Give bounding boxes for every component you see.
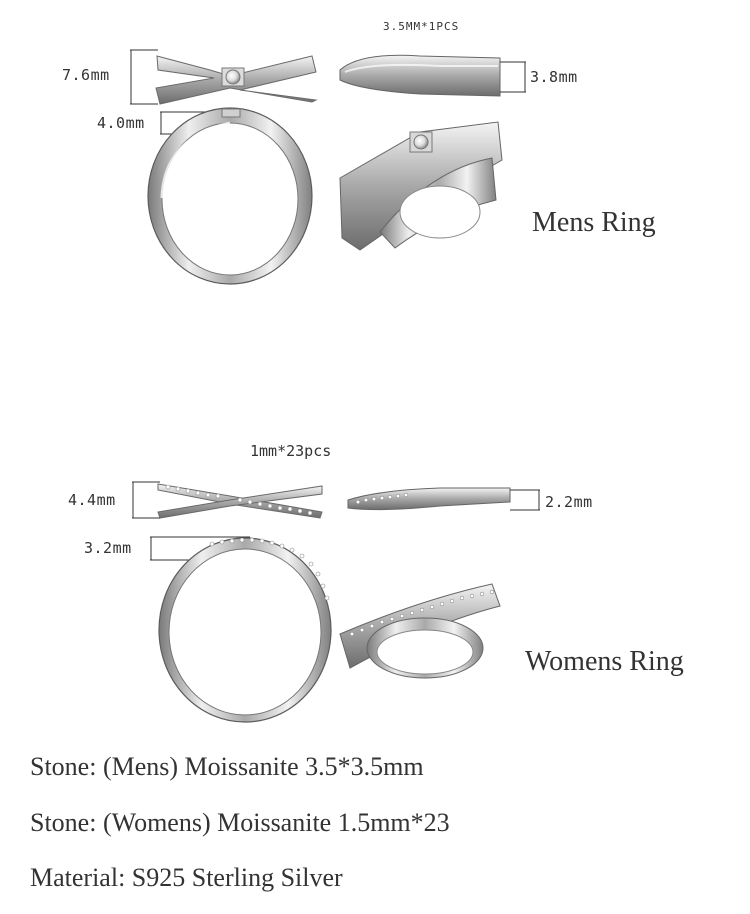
mens-stone-note: 3.5MM*1PCS [383, 20, 460, 33]
spec-material: Material: S925 Sterling Silver [30, 863, 343, 892]
womens-stone-note: 1mm*23pcs [250, 442, 332, 460]
womens-width-label: 4.4mm [68, 491, 116, 509]
mens-side-view [340, 55, 500, 96]
mens-perspective-view [340, 122, 502, 250]
womens-height-label: 3.2mm [84, 539, 132, 557]
mens-front-view [148, 108, 312, 284]
womens-front-view [159, 538, 331, 722]
mens-thickness-bracket [500, 62, 526, 92]
spec-womens-stone: Stone: (Womens) Moissanite 1.5mm*23 [30, 808, 450, 837]
mens-height-label: 4.0mm [97, 114, 145, 132]
womens-caption: Womens Ring [525, 646, 684, 677]
womens-side-view [348, 488, 510, 510]
mens-width-label: 7.6mm [62, 66, 110, 84]
womens-width-bracket [132, 482, 160, 518]
mens-top-view [156, 56, 316, 104]
womens-top-view [158, 484, 322, 518]
spec-mens-stone: Stone: (Mens) Moissanite 3.5*3.5mm [30, 752, 424, 781]
mens-caption: Mens Ring [532, 207, 656, 238]
mens-width-bracket [130, 50, 158, 104]
mens-perspective-stone-icon [414, 135, 428, 149]
mens-stone-icon [226, 70, 240, 84]
womens-thickness-label: 2.2mm [545, 493, 593, 511]
womens-thickness-bracket [510, 490, 540, 510]
mens-thickness-label: 3.8mm [530, 68, 578, 86]
womens-perspective-view [340, 584, 500, 678]
